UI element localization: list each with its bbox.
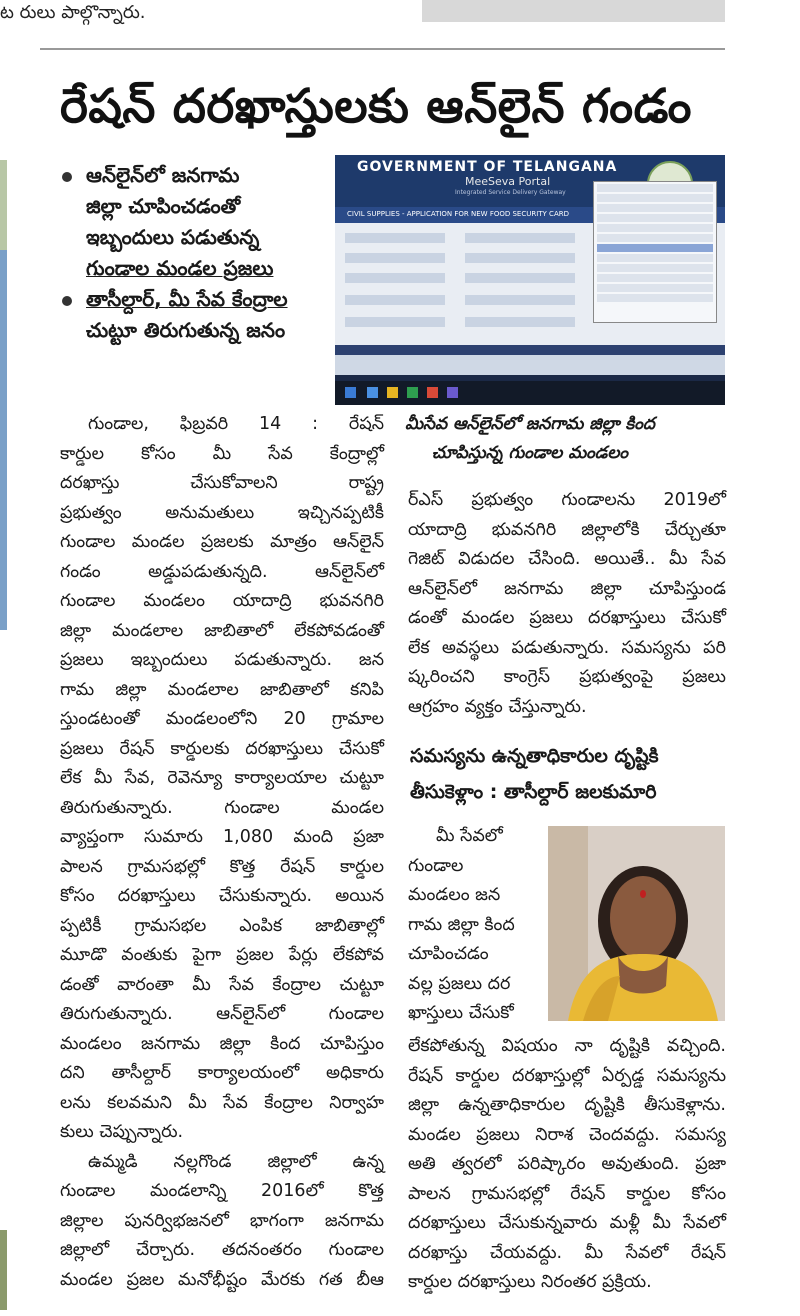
text-line: ఆగ్రహం వ్యక్తం చేస్తున్నారు.	[408, 696, 587, 717]
text-line: గుండాల మండలం యాదాద్రి భువనగిరి	[60, 591, 384, 611]
text-line: రేషన్ కార్డుల దరఖాస్తుల్లో ఏర్పడ్డ సమస్యను	[408, 1065, 726, 1086]
subheading	[410, 738, 728, 810]
text-line: దని తాసీల్దార్ కార్యాలయంలో అధికారు	[60, 1063, 384, 1083]
text-line: ర్ఎస్ ప్రభుత్వం గుండాలను 2019లో	[408, 490, 726, 510]
bullet-points	[60, 160, 340, 346]
portrait-illustration	[548, 826, 725, 1021]
text-line: డంతో మండల ప్రజలు దరఖాస్తులు చేసుకో	[408, 608, 726, 628]
text-line: లేకపోతున్న విషయం నా దృష్టికి వచ్చింది.	[408, 1036, 726, 1056]
text-line: తిరుగుతున్నారు. ఆన్‌లైన్‌లో గుండాల	[60, 1004, 384, 1024]
browser-icon	[407, 387, 418, 398]
folder-icon	[387, 387, 398, 398]
text-line: మీ సేవలో	[436, 826, 503, 846]
gray-box	[422, 0, 725, 22]
government-title: GOVERNMENT OF TELANGANA	[357, 159, 618, 175]
text-line: జిల్లా మండలాల జాబితాలో లేకపోవడంతో	[60, 620, 384, 641]
meeseva-screenshot-photo	[335, 155, 725, 405]
taskbar-app-icon	[427, 387, 438, 398]
text-line: ప్రజలు ఇబ్బందులు పడుతున్నారు. జన	[60, 650, 384, 670]
text-line: ప్పటికీ గ్రామసభల ఎంపిక జాబితాల్లో	[60, 915, 384, 936]
form-title: CIVIL SUPPLIES - APPLICATION FOR NEW FOOD SECURITY CARD	[347, 210, 569, 218]
text-line: తిరుగుతున్నారు. గుండాల మండల	[60, 797, 384, 818]
member-table-header	[335, 345, 725, 355]
tahsildar-portrait-photo	[548, 826, 725, 1021]
previous-article-strip	[0, 0, 800, 40]
text-line: ఆన్‌లైన్‌లో జనగామ జిల్లా చూపిస్తుండ	[408, 578, 726, 599]
text-line: గుండాల	[408, 855, 464, 876]
text-line: కులు చెప్పున్నారు.	[60, 1122, 184, 1142]
text-line: దరఖాస్తు చేసుకోవాలని రాష్ట్ర	[60, 473, 384, 493]
headline: రేషన్ దరఖాస్తులకు ఆన్‌లైన్ గండం	[60, 79, 693, 134]
taskbar-app-icon	[447, 387, 458, 398]
text-line: జిల్లాల పునర్విభజనలో భాగంగా జనగామ	[60, 1210, 384, 1231]
text-line: గామ జిల్లా మండలాల జాబితాలో కనిపి	[60, 679, 384, 700]
portal-subtitle: Integrated Service Delivery Gateway	[455, 189, 566, 196]
start-icon	[345, 387, 356, 398]
text-line: జిల్లాలో చేర్చారు. తదనంతరం గుండాల	[60, 1240, 384, 1260]
text-line: గుండాల మండలాన్ని 2016లో కొత్త	[60, 1181, 384, 1201]
text-line: పాలన గ్రామసభల్లో కొత్త రేషన్ కార్డుల	[60, 856, 384, 877]
top-rule	[40, 48, 725, 50]
body-column-tail	[408, 1032, 726, 1298]
text-line: లేక అవస్థలు పడుతున్నారు. సమస్యను పరి	[408, 637, 726, 658]
text-line: ఉమ్మడి నల్లగొండ జిల్లాలో ఉన్న	[88, 1151, 384, 1172]
windows-taskbar	[335, 381, 725, 405]
text-line: కార్డుల దరఖాస్తులు నిరంతర ప్రక్రియ.	[408, 1272, 652, 1292]
body-column-left	[60, 410, 384, 1295]
bullet-icon	[62, 172, 72, 182]
bullet-line: గుండాల మండల ప్రజలు	[86, 256, 274, 280]
text-line: చూపించడం	[408, 944, 489, 964]
text-line: వల్ల ప్రజలు దర	[408, 973, 511, 994]
text-line: ప్రభుత్వం అనుమతులు ఇచ్చినప్పటికీ	[60, 502, 384, 523]
neighbor-article-edge	[0, 80, 7, 1316]
text-line: లేక మీ సేవ, రెవెన్యూ కార్యాలయాల చుట్టూ	[60, 768, 384, 788]
bullet-line: ఆన్‌లైన్‌లో జనగామ	[86, 163, 240, 187]
bullet-item	[60, 160, 340, 284]
text-line: గండం అడ్డుపడుతున్నది. ఆన్‌లైన్‌లో	[60, 561, 384, 582]
text-line: డంతో వారంతా మీ సేవ కేంద్రాల చుట్టూ	[60, 974, 384, 995]
text-line: దరఖాస్తు చేయవద్దు. మీ సేవలో రేషన్	[408, 1242, 726, 1263]
caption-line: మీసేవ ఆన్‌లైన్‌లో జనగామ జిల్లా కింద	[405, 414, 655, 434]
text-line: మండల ప్రజల మనోభీష్టం మేరకు గత బీఆ	[60, 1269, 384, 1290]
mandal-dropdown-list	[593, 181, 717, 323]
text-line: గెజిట్ విడుదల చేసింది. అయితే.. మీ సేవ	[408, 549, 726, 569]
text-line: కోసం దరఖాస్తులు చేసుకున్నారు. అయిన	[60, 886, 384, 906]
text-line: జిల్లా ఉన్నతాధికారుల దృష్టికి తీసుకెళ్లాను.	[408, 1095, 726, 1115]
text-line: మండలం జనగామ జిల్లా కింద చూపిస్తుం	[60, 1033, 384, 1054]
text-line: పాలన గ్రామసభల్లో రేషన్ కార్డుల కోసం	[408, 1183, 726, 1204]
member-table	[335, 345, 725, 375]
text-line: వ్యాప్తంగా సుమారు 1,080 మంది ప్రజా	[60, 827, 384, 847]
subheading-line: తీసుకెళ్లాం : తాసీల్దార్ జలకుమారి	[410, 781, 657, 803]
text-line: ఖాస్తులు చేసుకో	[408, 1003, 514, 1023]
text-line: లను కలవమని మీ సేవ కేంద్రాల నిర్వాహ	[60, 1092, 384, 1113]
previous-article-fragment: ట రులు పాల్గొన్నారు.	[0, 2, 146, 23]
bullet-icon	[62, 296, 72, 306]
text-line: దరఖాస్తులు చేసుకున్నవారు మళ్లీ మీ సేవలో	[408, 1213, 726, 1233]
bullet-line: చుట్టూ తిరుగుతున్న జనం	[86, 318, 286, 342]
text-line: ప్రజలు రేషన్ కార్డులకు దరఖాస్తులు చేసుకో	[60, 738, 384, 759]
bullet-line: తాసీల్దార్, మీ సేవ కేంద్రాల	[86, 287, 288, 311]
taskbar-app-icon	[367, 387, 378, 398]
text-line: గుండాల, ఫిబ్రవరి 14 : రేషన్	[88, 414, 384, 434]
caption-line: చూపిస్తున్న గుండాల మండలం	[431, 443, 629, 463]
bullet-line: జిల్లా చూపించడంతో	[86, 194, 241, 218]
portal-name: MeeSeva Portal	[465, 175, 551, 188]
text-line: మండలం జన	[408, 885, 501, 905]
text-line: మూడొ వంతుకు పైగా ప్రజల పేర్లు లేకపోవ	[60, 945, 384, 965]
text-line: గుండాల మండల ప్రజలకు మాత్రం ఆన్‌లైన్	[60, 532, 384, 552]
subheading-line: సమస్యను ఉన్నతాధికారుల దృష్టికి	[410, 745, 659, 767]
text-line: మండల ప్రజలు నిరాశ చెందవద్దు. సమస్య	[408, 1124, 726, 1145]
text-line: కార్డుల కోసం మీ సేవ కేంద్రాల్లో	[60, 443, 384, 464]
bullet-line: ఇబ్బందులు పడుతున్న	[86, 225, 260, 249]
text-line: గామ జిల్లా కింద	[408, 914, 515, 935]
quote-column	[408, 822, 540, 1029]
photo-caption	[335, 410, 725, 468]
bullet-item	[60, 284, 340, 346]
body-column-right	[408, 486, 726, 722]
text-line: అతి త్వరలో పరిష్కారం అవుతుంది. ప్రజా	[408, 1154, 726, 1174]
text-line: ష్కరించని కాంగ్రెస్ ప్రభుత్వంపై ప్రజలు	[408, 667, 726, 687]
text-line: స్తుండటంతో మండలంలోని 20 గ్రామాల	[60, 709, 384, 729]
text-line: యాదాద్రి భువనగిరి జిల్లాలోకి చేర్చుతూ	[408, 519, 726, 540]
